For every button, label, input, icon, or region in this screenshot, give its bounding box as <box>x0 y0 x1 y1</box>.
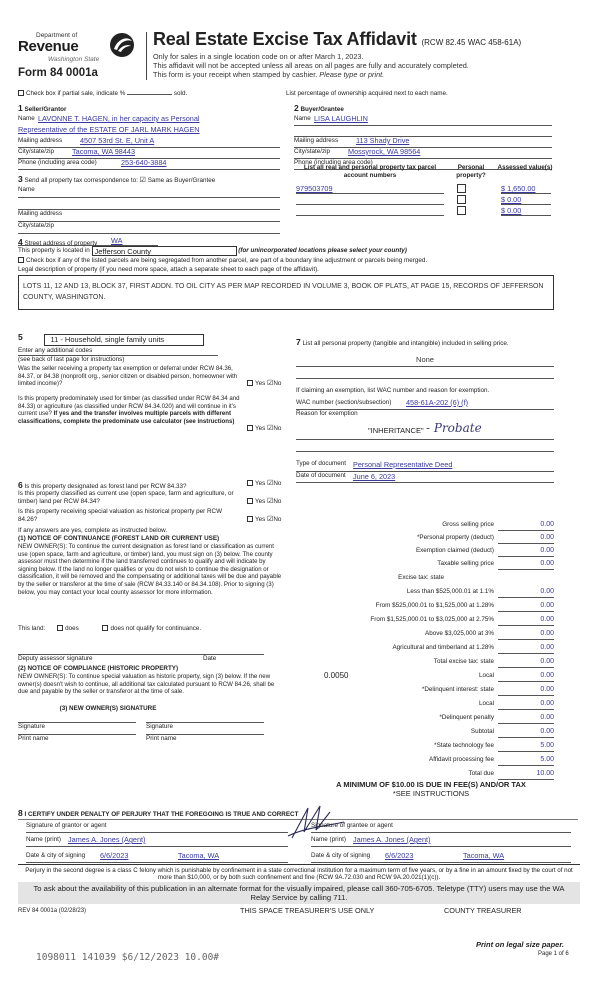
calc-row: Subtotal 0.00 <box>296 728 554 738</box>
document-date[interactable]: June 6, 2023 <box>353 472 396 481</box>
minimum-due: A MINIMUM OF $10.00 IS DUE IN FEE(S) AND/OR TAX *SEE INSTRUCTIONS <box>336 780 526 798</box>
section-8: 8 I CERTIFY UNDER PENALTY OF PERJURY THAT THE FOREGOING IS TRUE AND CORRECT Signature of grantor or agent Name (print) James A. Jones (Agent) Date & city of signing 6/6/2023 Tacoma, WA Signature of grantee or agent Name (print) James A. Jones (Agent) Date & city of signing 6/6/2023 Tacoma, WA <box>18 808 578 876</box>
partial-sale-row: Check box if partial sale, indicate % sold. <box>18 90 187 98</box>
timber-yes-checkbox[interactable] <box>247 425 253 431</box>
section-6: 6 Is this property designated as forest land per RCW 84.33? Yes ☑No Is this property classified as current use (open space, farm and agriculture, or timber) land per RCW 84.34? Yes ☑No Is this property receiving special valuation as historical property per RCW 84.26? Yes ☑No If any answers are yes, complete as instructed below. (1) NOTICE OF CONTINUANCE (FOREST LAND OR CURRENT USE) NEW OWNER(S): To continue the current designation as forest land or classification as current use (open space, farm and agriculture, or timber) land, you must sign on (3) below. The county assessor must then determine if the land transferred continues to qualify and will indicate by signing below. If the land no longer qualifies or you do not wish to continue the designation or classification, it will be removed and the compensating or additional taxes will be due and payable by the seller or transferor at the time of sale (RCW 84.33.140 or 84.34.108). Prior to signing (3) below, you may contact your local county assessor for more information. This land: does does not qualify for continuance. Deputy assessor signature Date (2) NOTICE OF COMPLIANCE (HISTORIC PROPERTY) NEW OWNER(S): To continue special valuation as historic property, sign (3) below. If the new owner(s) doesn't wish to continue, all additional tax calculated pursuant to RCW 84.26, shall be due and payable by the seller or transferor at the time of sale. (3) NEW OWNER(S) SIGNATURE Signature Signature Print name Print name <box>18 480 282 742</box>
historic-no-checkbox[interactable]: ☑ <box>267 516 274 523</box>
forest-no-checkbox[interactable]: ☑ <box>267 480 274 487</box>
calc-row: Excise tax: state <box>398 574 444 581</box>
alt-format-notice: To ask about the availability of this publication in an alternate format for the visually impaired, please call 360-705-6705. Teletype (TTY) users may use the WA Relay Service by calling 711. <box>18 882 580 904</box>
header-divider <box>146 32 147 80</box>
header-line-1: Only for sales in a single location code on or after March 1, 2023. <box>153 52 364 61</box>
calc-row: *Delinquent penalty 0.00 <box>296 714 554 724</box>
seller-phone[interactable]: 253-640-3884 <box>121 158 167 167</box>
revision-label: REV 84 0001a (02/28/23) <box>18 908 87 914</box>
personal-property-checkbox[interactable] <box>457 206 466 215</box>
street-section: 4 Street address of property WA This property is located in Jefferson County (for unincorporated locations please select your county) Check box if any of the listed parcels are being segregated from another parcel, are part of a boundary line adjustment or parcels being merged. Legal description of property (if you need more space, attach a separate sheet to each page of the affidavit). LOTS 11, 12 AND 13, BLOCK 37, FIRST ADDN. TO OIL CITY AS PER MAP RECORDED IN VOLUME 3, BOOK OF PLATS, AT PAGE 15, RECORDS OF JEFFERSON COUNTY, WASHINGTON. <box>18 237 558 310</box>
partial-sale-checkbox[interactable] <box>18 90 24 96</box>
form-number: Form 84 0001a <box>18 67 98 79</box>
treasurer-only: THIS SPACE TREASURER'S USE ONLY <box>240 906 375 915</box>
calc-row: Less than $525,000.01 at 1.1% 0.00 <box>296 588 554 598</box>
buyer-section: 2 Buyer/Grantee Name LISA LAUGHLIN Mailing address 113 Shady Drive City/state/zip Mossyrock, WA 98564 Phone (including area code) <box>294 103 552 170</box>
legal-paper-note: Print on legal size paper. <box>476 940 564 949</box>
calc-row: Exemption claimed (deduct) 0.00 <box>296 547 554 557</box>
land-does-checkbox[interactable] <box>57 625 63 631</box>
calc-row: Local 0.00 <box>296 700 554 710</box>
logo-swoosh-icon <box>108 32 136 58</box>
logo-washington: Washington State <box>48 56 100 63</box>
exemption-reason[interactable]: "INHERITANCE" <box>368 426 424 435</box>
seller-name-1[interactable]: LAVONNE T. HAGEN, in her capacity as Personal <box>38 114 200 123</box>
calc-row: Above $3,025,000 at 3% 0.00 <box>296 630 554 640</box>
section-7: 7 List all personal property (tangible and intangible) included in selling price. None If claiming an exemption, list WAC number and reason for exemption. WAC number (section/subsection) 458-61A-202 (6) (f) Reason for exemption "INHERITANCE" - Probate Type of document Personal Representative Deed Date of document June 6, 2023 <box>296 337 554 483</box>
assessed-col-header: Assessed value(s) <box>497 164 553 171</box>
table-row: $ 0.00 <box>296 195 554 206</box>
correspondence-section: 3 Send all property tax correspondence to: ☑ Same as Buyer/Grantee Name Mailing address City/state/zip <box>18 174 280 234</box>
calc-row: Affidavit processing fee 5.00 <box>296 756 554 766</box>
title-citation: (RCW 82.45 WAC 458-61A) <box>421 38 522 47</box>
exemption-reason-handwritten: - Probate <box>426 421 482 435</box>
grantee-date[interactable]: 6/6/2023 <box>385 851 414 860</box>
calc-row: 0.0050 Local 0.00 <box>324 671 554 680</box>
calc-row: Taxable selling price 0.00 <box>296 560 554 570</box>
header-line-2: This affidavit will not be accepted unless all areas on all pages are fully and accurately completed. <box>153 60 469 70</box>
table-row: $ 0.00 <box>296 206 554 217</box>
calc-row: *State technology fee 5.00 <box>296 742 554 752</box>
current-use-no-checkbox[interactable]: ☑ <box>267 498 274 505</box>
personal-property-checkbox[interactable] <box>457 184 466 193</box>
buyer-mailing[interactable]: 113 Shady Drive <box>356 136 410 145</box>
local-rate: 0.0050 <box>324 671 349 680</box>
exemption-yes-checkbox[interactable] <box>247 380 253 386</box>
title-text: Real Estate Excise Tax Affidavit <box>153 29 417 49</box>
personal-col-header: Personal property? <box>456 164 486 179</box>
calc-row: Total excise tax: state 0.00 <box>296 658 554 668</box>
personal-property-list[interactable]: None <box>296 355 554 367</box>
parcel-col-header: List all real and personal property tax parcel account numbers <box>303 164 437 179</box>
county-select[interactable]: Jefferson County <box>92 246 237 256</box>
grantor-name[interactable]: James A. Jones (Agent) <box>68 835 146 844</box>
buyer-name[interactable]: LISA LAUGHLIN <box>314 114 368 123</box>
same-as-buyer-checkbox[interactable]: ☑ <box>139 177 146 184</box>
page-number: Page 1 of 6 <box>538 951 569 957</box>
calc-row: Agricultural and timberland at 1.28% 0.00 <box>296 644 554 654</box>
seller-city[interactable]: Tacoma, WA 98443 <box>72 147 136 156</box>
land-use-select[interactable]: 11 - Household, single family units <box>44 334 204 346</box>
table-row: 979503709 $ 1,650.00 <box>296 184 554 195</box>
personal-property-checkbox[interactable] <box>457 195 466 204</box>
cashier-stamp: 1098011 141039 $6/12/2023 10.00# <box>36 952 220 963</box>
calc-row: *Personal property (deduct) 0.00 <box>296 534 554 544</box>
historic-yes-checkbox[interactable] <box>247 516 253 522</box>
calc-row: Total due 10.00 <box>296 770 554 780</box>
calc-row: Gross selling price 0.00 <box>296 521 554 531</box>
grantee-name[interactable]: James A. Jones (Agent) <box>353 835 431 844</box>
seller-mailing[interactable]: 4507 53rd St. E, Unit A <box>80 136 155 145</box>
forest-yes-checkbox[interactable] <box>247 480 253 486</box>
document-type[interactable]: Personal Representative Deed <box>353 460 453 469</box>
page-title <box>153 28 521 51</box>
timber-no-checkbox[interactable]: ☑ <box>267 425 274 432</box>
calc-row: From $525,000.01 to $1,525,000 at 1.28% 0.00 <box>296 602 554 612</box>
grantor-city[interactable]: Tacoma, WA <box>178 851 220 860</box>
legal-description[interactable]: LOTS 11, 12 AND 13, BLOCK 37, FIRST ADDN. TO OIL CITY AS PER MAP RECORDED IN VOLUME 3, BOOK OF PLATS, AT PAGE 15, RECORDS OF JEFFERSON COUNTY, WASHINGTON. <box>18 275 554 310</box>
land-does-not-checkbox[interactable] <box>102 625 108 631</box>
seller-section: 1 Seller/Grantor Name LAVONNE T. HAGEN, in her capacity as Personal Representative of the ESTATE OF JARL MARK HAGEN Mailing address 4507 53rd St. E, Unit A City/state/zip Tacoma, WA 98443 Phone (including area code) 253-640-3884 <box>18 103 280 170</box>
header-instructions <box>153 53 469 80</box>
grantee-city[interactable]: Tacoma, WA <box>463 851 505 860</box>
calc-row: From $1,525,000.01 to $3,025,000 at 2.75% 0.00 <box>296 616 554 626</box>
grantor-date[interactable]: 6/6/2023 <box>100 851 129 860</box>
seller-name-2[interactable]: Representative of the ESTATE OF JARL MARK HAGEN <box>18 125 200 134</box>
wac-number[interactable]: 458-61A-202 (6) (f) <box>406 398 469 407</box>
county-treasurer: COUNTY TREASURER <box>444 906 522 915</box>
segregation-checkbox[interactable] <box>18 257 24 263</box>
parcel-table <box>296 164 554 217</box>
section-5: 5 11 - Household, single family units Enter any additional codes (see back of last page for instructions) Was the seller receiving a property tax exemption or deferral under RCW 84.36, 84.37, or 84.38 (nonprofit org., senior citizen or disabled person, homeowner with limited income)? Yes ☑No Is this property predominately used for timber (as classified under RCW 84.34 and 84.33) or agriculture (as classified under RCW 84.34.020) and will continue in it's current use? If yes and the transfer involves multiple parcels with different classifications, complete the predominate use calculator (see instructions) Yes ☑No <box>18 332 282 432</box>
ownership-note: List percentage of ownership acquired next to each name. <box>286 90 448 97</box>
logo-revenue: Revenue <box>18 38 79 55</box>
calc-row: *Delinquent interest: state 0.00 <box>296 686 554 696</box>
exemption-no-checkbox[interactable]: ☑ <box>267 380 274 387</box>
street-address[interactable]: WA <box>111 236 123 245</box>
buyer-city[interactable]: Mossyrock, WA 98564 <box>348 147 421 156</box>
logo-department: Department of <box>36 32 78 39</box>
header-line-3: This form is your receipt when stamped by cashier. Please type or print. <box>153 69 385 79</box>
current-use-yes-checkbox[interactable] <box>247 498 253 504</box>
perjury-notice: Perjury in the second degree is a class C felony which is punishable by confinement in a state correctional institution for a maximum term of five years, or by a fine in an amount fixed by the court of not more than $10,000, or by both such confinement and fine (RCW 9A.72.030 and RCW 9A.20.021(1)(c)). <box>18 864 580 882</box>
